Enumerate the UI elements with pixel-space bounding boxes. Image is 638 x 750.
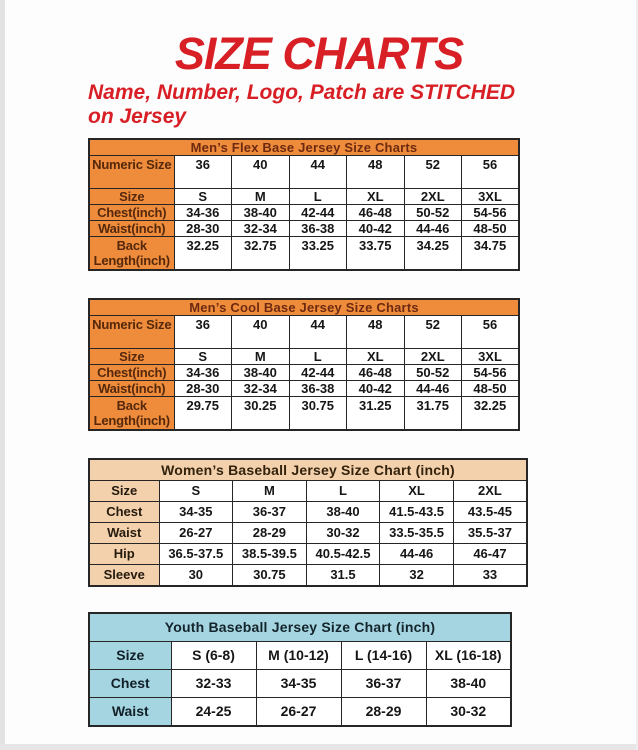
table-row xyxy=(89,189,519,205)
size-value-cell: 34-35 xyxy=(159,502,233,523)
size-value-cell: M xyxy=(232,349,290,365)
table-title: Men’s Flex Base Jersey Size Charts xyxy=(89,139,519,156)
size-value-cell: 44 xyxy=(289,316,347,349)
row-label: Waist xyxy=(89,523,159,544)
page-subtitle xyxy=(88,81,574,129)
size-value-cell: XL (16-18) xyxy=(426,642,511,670)
size-value-cell: 30.75 xyxy=(289,397,347,431)
size-value-cell: 36 xyxy=(174,156,232,189)
size-value-cell: 33.25 xyxy=(289,237,347,271)
table-row xyxy=(89,156,519,189)
size-value-cell: 46-48 xyxy=(347,365,405,381)
mens-cool-base-size-table xyxy=(88,298,520,431)
size-value-cell: 32-34 xyxy=(232,381,290,397)
size-value-cell: 28-30 xyxy=(174,381,232,397)
size-value-cell: 52 xyxy=(404,316,462,349)
row-label: Back Length(inch) xyxy=(89,237,174,271)
size-value-cell: M xyxy=(233,481,307,502)
size-value-cell: 36 xyxy=(174,316,232,349)
table-row xyxy=(89,544,527,565)
size-value-cell: M xyxy=(232,189,290,205)
table-row xyxy=(89,381,519,397)
size-value-cell: L xyxy=(289,349,347,365)
size-value-cell: 26-27 xyxy=(159,523,233,544)
table-row xyxy=(89,365,519,381)
size-value-cell: 36.5-37.5 xyxy=(159,544,233,565)
row-label: Numeric Size xyxy=(89,156,174,189)
size-value-cell: 36-37 xyxy=(341,670,426,698)
row-label: Hip xyxy=(89,544,159,565)
size-value-cell: 52 xyxy=(404,156,462,189)
size-value-cell: XL xyxy=(347,189,405,205)
size-value-cell: M (10-12) xyxy=(256,642,341,670)
table-row xyxy=(89,237,519,271)
row-label: Chest(inch) xyxy=(89,205,174,221)
size-value-cell: L xyxy=(289,189,347,205)
size-value-cell: 43.5-45 xyxy=(453,502,527,523)
table-title: Women’s Baseball Jersey Size Chart (inch) xyxy=(89,459,527,481)
page-title: SIZE CHARTS xyxy=(174,28,464,79)
size-value-cell: 38-40 xyxy=(232,365,290,381)
size-value-cell: 56 xyxy=(462,156,520,189)
subtitle-line-2: on Jersey xyxy=(88,105,187,129)
size-value-cell: 38-40 xyxy=(306,502,380,523)
row-label: Size xyxy=(89,189,174,205)
size-value-cell: XL xyxy=(380,481,454,502)
size-value-cell: 2XL xyxy=(404,349,462,365)
table-row xyxy=(89,670,511,698)
size-value-cell: 50-52 xyxy=(404,365,462,381)
size-value-cell: 26-27 xyxy=(256,698,341,727)
row-label: Back Length(inch) xyxy=(89,397,174,431)
row-label: Size xyxy=(89,481,159,502)
size-value-cell: 48 xyxy=(347,156,405,189)
size-value-cell: 24-25 xyxy=(171,698,256,727)
size-value-cell: 33 xyxy=(453,565,527,587)
size-value-cell: 30.25 xyxy=(232,397,290,431)
size-value-cell: 54-56 xyxy=(462,205,520,221)
row-label: Chest xyxy=(89,670,171,698)
size-value-cell: XL xyxy=(347,349,405,365)
size-value-cell: 40-42 xyxy=(347,381,405,397)
size-value-cell: 48-50 xyxy=(462,381,520,397)
size-value-cell: 32-33 xyxy=(171,670,256,698)
size-value-cell: 44-46 xyxy=(380,544,454,565)
size-value-cell: 34.75 xyxy=(462,237,520,271)
row-label: Waist xyxy=(89,698,171,727)
size-value-cell: L (14-16) xyxy=(341,642,426,670)
size-value-cell: 34-36 xyxy=(174,205,232,221)
size-value-cell: 38-40 xyxy=(232,205,290,221)
size-value-cell: 36-37 xyxy=(233,502,307,523)
size-value-cell: 32.75 xyxy=(232,237,290,271)
table-row xyxy=(89,316,519,349)
size-value-cell: 41.5-43.5 xyxy=(380,502,454,523)
size-value-cell: 30 xyxy=(159,565,233,587)
size-value-cell: 46-47 xyxy=(453,544,527,565)
size-value-cell: S xyxy=(174,189,232,205)
womens-baseball-size-table xyxy=(88,458,528,587)
size-value-cell: 28-30 xyxy=(174,221,232,237)
table-row xyxy=(89,397,519,431)
size-value-cell: 31.75 xyxy=(404,397,462,431)
size-value-cell: S (6-8) xyxy=(171,642,256,670)
row-label: Chest(inch) xyxy=(89,365,174,381)
table-row xyxy=(89,523,527,544)
size-value-cell: 32.25 xyxy=(462,397,520,431)
row-label: Sleeve xyxy=(89,565,159,587)
size-value-cell: 30-32 xyxy=(306,523,380,544)
size-value-cell: 40 xyxy=(232,156,290,189)
row-label: Chest xyxy=(89,502,159,523)
size-value-cell: 3XL xyxy=(462,349,520,365)
row-label: Size xyxy=(89,349,174,365)
size-value-cell: 29.75 xyxy=(174,397,232,431)
size-value-cell: 46-48 xyxy=(347,205,405,221)
table-title: Men’s Cool Base Jersey Size Charts xyxy=(89,299,519,316)
size-value-cell: 34-35 xyxy=(256,670,341,698)
table-row xyxy=(89,205,519,221)
size-value-cell: 56 xyxy=(462,316,520,349)
size-value-cell: L xyxy=(306,481,380,502)
size-value-cell: 42-44 xyxy=(289,365,347,381)
size-value-cell: 30.75 xyxy=(233,565,307,587)
size-value-cell: 48-50 xyxy=(462,221,520,237)
table-row xyxy=(89,349,519,365)
table-row xyxy=(89,221,519,237)
size-value-cell: 54-56 xyxy=(462,365,520,381)
table-row xyxy=(89,565,527,587)
row-label: Waist(inch) xyxy=(89,221,174,237)
size-value-cell: 31.25 xyxy=(347,397,405,431)
size-value-cell: 44 xyxy=(289,156,347,189)
size-value-cell: 32 xyxy=(380,565,454,587)
size-value-cell: 48 xyxy=(347,316,405,349)
size-value-cell: 36-38 xyxy=(289,221,347,237)
size-value-cell: S xyxy=(159,481,233,502)
table-title: Youth Baseball Jersey Size Chart (inch) xyxy=(89,613,511,642)
size-value-cell: 38-40 xyxy=(426,670,511,698)
size-value-cell: 40 xyxy=(232,316,290,349)
size-value-cell: 40.5-42.5 xyxy=(306,544,380,565)
size-value-cell: S xyxy=(174,349,232,365)
size-value-cell: 40-42 xyxy=(347,221,405,237)
table-row xyxy=(89,502,527,523)
size-value-cell: 2XL xyxy=(453,481,527,502)
size-value-cell: 44-46 xyxy=(404,381,462,397)
table-row xyxy=(89,642,511,670)
subtitle-line-1: Name, Number, Logo, Patch are STITCHED xyxy=(88,81,516,105)
size-value-cell: 35.5-37 xyxy=(453,523,527,544)
size-value-cell: 34.25 xyxy=(404,237,462,271)
mens-flex-base-size-table xyxy=(88,138,520,271)
table-row xyxy=(89,481,527,502)
size-value-cell: 32-34 xyxy=(232,221,290,237)
size-value-cell: 31.5 xyxy=(306,565,380,587)
size-value-cell: 50-52 xyxy=(404,205,462,221)
size-value-cell: 44-46 xyxy=(404,221,462,237)
size-value-cell: 34-36 xyxy=(174,365,232,381)
photo-edge-bottom xyxy=(0,744,638,750)
size-value-cell: 33.5-35.5 xyxy=(380,523,454,544)
size-value-cell: 36-38 xyxy=(289,381,347,397)
size-value-cell: 30-32 xyxy=(426,698,511,727)
size-value-cell: 42-44 xyxy=(289,205,347,221)
size-value-cell: 2XL xyxy=(404,189,462,205)
row-label: Size xyxy=(89,642,171,670)
youth-baseball-size-table xyxy=(88,612,512,727)
table-row xyxy=(89,698,511,727)
size-value-cell: 28-29 xyxy=(341,698,426,727)
row-label: Numeric Size xyxy=(89,316,174,349)
row-label: Waist(inch) xyxy=(89,381,174,397)
size-value-cell: 38.5-39.5 xyxy=(233,544,307,565)
size-value-cell: 28-29 xyxy=(233,523,307,544)
size-value-cell: 3XL xyxy=(462,189,520,205)
size-value-cell: 33.75 xyxy=(347,237,405,271)
size-value-cell: 32.25 xyxy=(174,237,232,271)
